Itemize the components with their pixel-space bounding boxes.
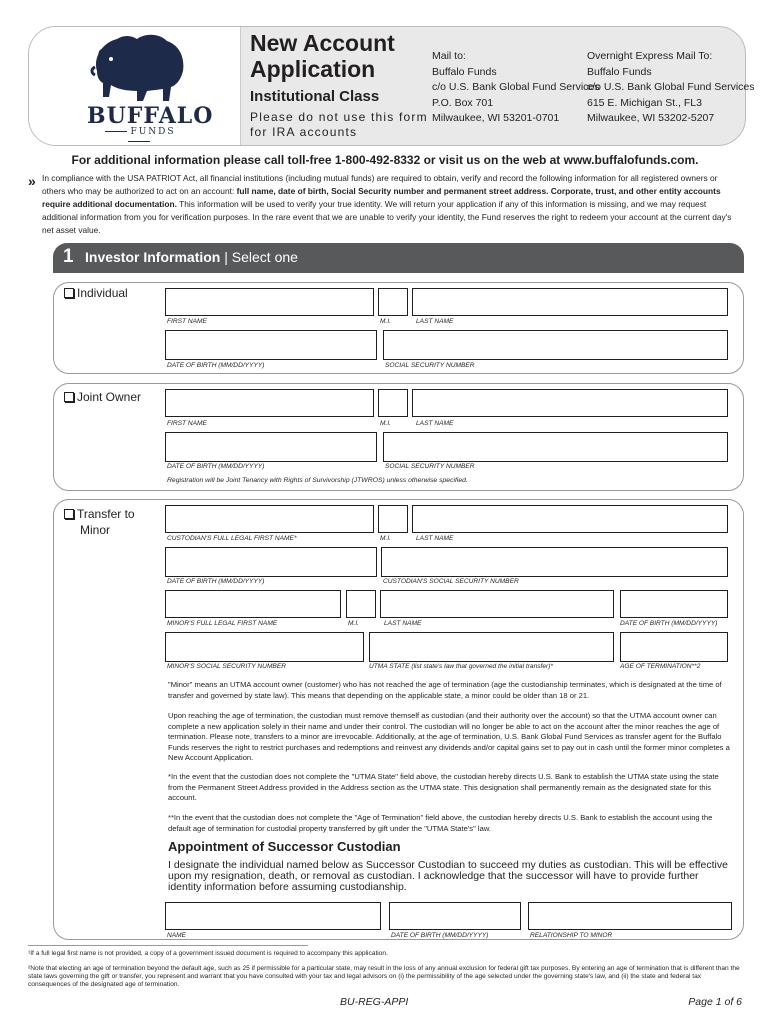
checkbox-icon[interactable] [64, 509, 74, 519]
utma-state-field[interactable] [369, 632, 614, 662]
ira-note-line-2: for IRA accounts [250, 125, 358, 139]
custodian-first-name-field[interactable] [165, 505, 374, 533]
field-label: MINOR'S SOCIAL SECURITY NUMBER [167, 663, 286, 670]
individual-first-name-field[interactable] [165, 288, 374, 316]
footnote-1: ¹If a full legal first name is not provided, a copy of a government issued document is required to accompany this application. [28, 950, 388, 957]
field-label: CUSTODIAN'S SOCIAL SECURITY NUMBER [383, 578, 519, 585]
joint-dob-field[interactable] [165, 432, 377, 462]
page-number: Page 1 of 6 [688, 996, 742, 1008]
overnight-line: 615 E. Michigan St., FL3 [587, 96, 702, 109]
field-label: LAST NAME [416, 420, 454, 427]
section-title-text: Investor Information [85, 249, 221, 265]
mail-to-line: Milwaukee, WI 53201-0701 [432, 112, 560, 124]
title-line-1: New Account [250, 30, 395, 56]
overnight-address [587, 49, 755, 127]
section-1-header [53, 243, 744, 273]
field-label: M.I. [380, 318, 391, 325]
form-code: BU-REG-APPI [340, 996, 409, 1008]
field-label: DATE OF BIRTH (MM/DD/YYYY) [167, 463, 265, 470]
overnight-line: Milwaukee, WI 53202-5207 [587, 112, 715, 124]
section-number: 1 [63, 246, 74, 267]
checkbox-icon[interactable] [64, 288, 74, 298]
checkbox-icon[interactable] [64, 392, 74, 402]
buffalo-logo-icon [87, 31, 191, 105]
mail-to-line: Buffalo Funds [432, 65, 497, 78]
mail-to-line: P.O. Box 701 [432, 96, 494, 109]
section-title [85, 249, 298, 265]
ira-note [250, 110, 428, 140]
field-label: SOCIAL SECURITY NUMBER [385, 463, 475, 470]
individual-last-name-field[interactable] [412, 288, 728, 316]
patriot-bold: full name, date of birth, Social Security number and permanent street address. Corporate, trust, and other entity accounts require additional documentation. [42, 186, 721, 209]
title-line-2: Application [250, 56, 376, 82]
joint-owner-option[interactable] [64, 389, 141, 405]
individual-label: Individual [77, 286, 128, 300]
custodian-dob-field[interactable] [165, 547, 377, 577]
successor-dob-field[interactable] [389, 902, 521, 930]
overnight-line: c/o U.S. Bank Global Fund Services [587, 81, 755, 93]
jtwros-note: Registration will be Joint Tenancy with Rights of Survivorship (JTWROS) unless otherwise specified. [167, 477, 468, 484]
field-label: LAST NAME [416, 318, 454, 325]
field-label: DATE OF BIRTH (MM/DD/YYYY) [391, 932, 489, 939]
footnote-2: ²Note that electing an age of termination beyond the default age, such as 25 if permissible for a particular state, may result in the loss of any annual exclusion for federal gift tax purposes. By entering an age of termination that is different than the state laws governing the gift or transfer, you represent and warrant that you have consulted with your tax and legal advisors on (i) the permissibility of the age selected under the governing state's law, and (ii) the state and federal tax consequences of the designated age of termination. [28, 965, 740, 988]
field-label: FIRST NAME [167, 318, 207, 325]
field-label: DATE OF BIRTH (MM/DD/YYYY) [167, 578, 265, 585]
minor-ssn-field[interactable] [165, 632, 364, 662]
minor-first-name-field[interactable] [165, 590, 341, 618]
custodian-last-name-field[interactable] [412, 505, 728, 533]
field-label: LAST NAME [416, 535, 454, 542]
custodian-ssn-field[interactable] [381, 547, 728, 577]
logo-sub: FUNDS [89, 127, 189, 146]
logo-panel [29, 27, 241, 146]
minor-label-line-1: Transfer to [77, 507, 135, 521]
age-of-termination-field[interactable] [620, 632, 728, 662]
successor-custodian-title: Appointment of Successor Custodian [168, 839, 401, 854]
successor-custodian-text: I designate the individual named below as Successor Custodian to succeed my duties as custodian. This will be effective upon my resignation, death, or removal as custodian. I acknowledge that the successor will have to provide further identity information before assuming custodianship. [168, 859, 728, 893]
page-title [250, 30, 395, 82]
minor-dob-field[interactable] [620, 590, 728, 618]
mail-to-label: Mail to: [432, 50, 466, 62]
individual-option[interactable] [64, 285, 128, 301]
joint-first-name-field[interactable] [165, 389, 374, 417]
joint-owner-label: Joint Owner [77, 390, 142, 404]
info-line: For additional information please call toll-free 1-800-492-8332 or visit us on the web at www.buffalofunds.com. [71, 153, 699, 167]
custodian-mi-field[interactable] [378, 505, 408, 533]
overnight-label: Overnight Express Mail To: [587, 50, 713, 62]
individual-mi-field[interactable] [378, 288, 408, 316]
joint-mi-field[interactable] [378, 389, 408, 417]
transfer-to-minor-option[interactable] [64, 506, 135, 538]
patriot-part1: In compliance with the USA PATRIOT Act, all financial institutions (including mutual funds) are required to obtain, verify and record the following information for all registered owners or others who may be authorized to act on an account: [42, 173, 718, 196]
field-label: FIRST NAME [167, 420, 207, 427]
minor-label-line-2: Minor [80, 523, 111, 537]
utma-state-note: *In the event that the custodian does not complete the "UTMA State" field above, the custodian hereby directs U.S. Bank to establish the UTMA state using the state from the Permanent Street Address provided in the Address section as the UTMA state. This designation shall permanently remain as the designated state for this account. [168, 772, 719, 802]
joint-last-name-field[interactable] [412, 389, 728, 417]
successor-relationship-field[interactable] [528, 902, 732, 930]
joint-ssn-field[interactable] [383, 432, 728, 462]
ira-note-line-1: Please do not use this form [250, 110, 428, 124]
logo-name: BUFFALO [87, 103, 214, 129]
field-label: UTMA STATE (list state's law that governed the initial transfer)* [369, 663, 553, 670]
patriot-act-notice [42, 172, 742, 237]
field-label: MINOR'S FULL LEGAL FIRST NAME [167, 620, 278, 627]
individual-ssn-field[interactable] [383, 330, 728, 360]
mail-to-line: c/o U.S. Bank Global Fund Services [432, 81, 600, 93]
overnight-line: Buffalo Funds [587, 65, 652, 78]
patriot-part2: This information will be used to verify your true identity. We will return your application if any of this information is missing, and we may request additional information from you for verification purposes. In the rare event that we are unable to verify your identity, the Fund reserves the right to redeem your account at the current day's net asset value. [42, 199, 732, 235]
section-sub: Select one [231, 249, 298, 265]
field-label: M.I. [380, 535, 391, 542]
mail-to-address [432, 49, 600, 127]
field-label: M.I. [348, 620, 359, 627]
successor-name-field[interactable] [165, 902, 381, 930]
age-termination-note: **In the event that the custodian does not complete the "Age of Termination" field above, the custodian hereby directs U.S. Bank to establish the account using the default age of termination for custodial property transferred by gift under the "UTMA State's" law. [168, 813, 713, 833]
field-label: SOCIAL SECURITY NUMBER [385, 362, 475, 369]
field-label: LAST NAME [384, 620, 422, 627]
individual-dob-field[interactable] [165, 330, 377, 360]
field-label: RELATIONSHIP TO MINOR [530, 932, 613, 939]
minor-mi-field[interactable] [346, 590, 376, 618]
termination-paragraph: Upon reaching the age of termination, the custodian must remove themself as custodian (and their authority over the account) so that the UTMA account owner can complete a new application solely in their name and under their control. The custodian will no longer be able to act on the account after the minor reaches the age of termination. Please note, transfers to a minor are irrevocable. Additionally, at the age of termination, U.S. Bank Global Fund Services as transfer agent for the Buffalo Funds reserves the right to restrict purchases and redemptions and reinvest any dividends and/or capital gains set to pay out in cash until the former minor completes a New Account Application. [168, 711, 730, 762]
minor-last-name-field[interactable] [380, 590, 614, 618]
double-chevron-icon: » [28, 173, 36, 189]
minor-definition-paragraph: "Minor" means an UTMA account owner (customer) who has not reached the age of termination (age the custodianship terminates, which is designated at the time of transfer and governed by state law). This means that depending on the applicable state, a minor could be older than 18 or 21. [168, 680, 722, 700]
field-label: M.I. [380, 420, 391, 427]
field-label: DATE OF BIRTH (MM/DD/YYYY) [167, 362, 265, 369]
page-subtitle: Institutional Class [250, 88, 380, 105]
field-label: AGE OF TERMINATION**2 [620, 663, 701, 670]
section-sep: | [220, 249, 232, 265]
field-label: DATE OF BIRTH (MM/DD/YYYY) [620, 620, 718, 627]
field-label: CUSTODIAN'S FULL LEGAL FIRST NAME* [167, 535, 297, 542]
footnote-divider [28, 945, 308, 946]
field-label: NAME [167, 932, 187, 939]
